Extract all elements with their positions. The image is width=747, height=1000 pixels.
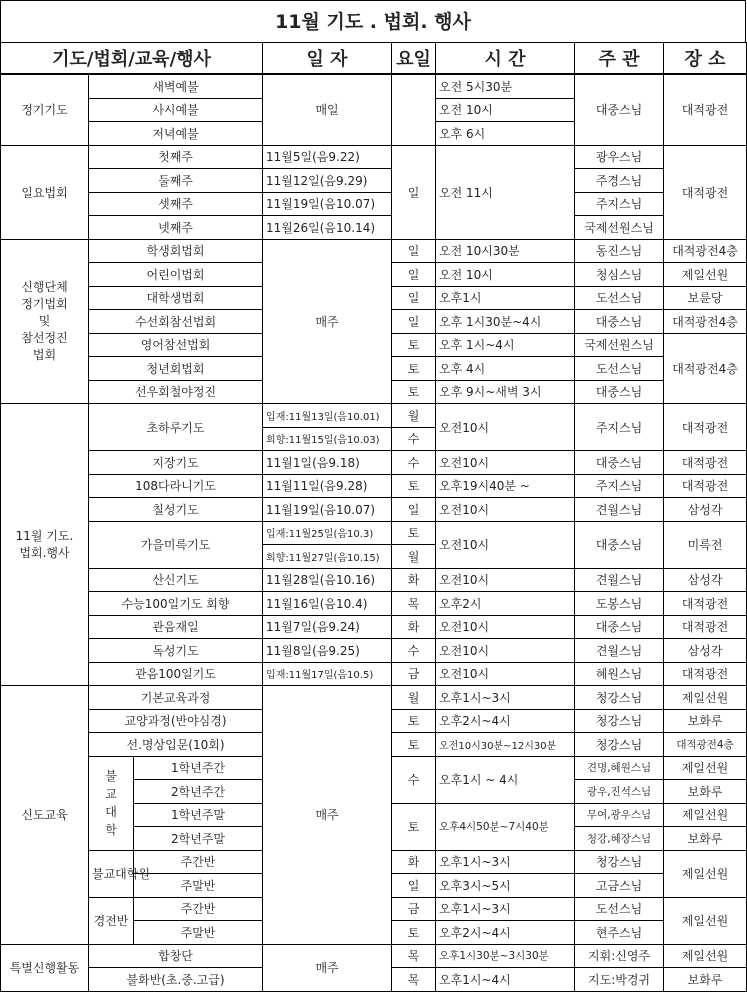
host-cell: 청강스님: [575, 733, 664, 757]
item-cell: 사시예불: [89, 98, 263, 122]
category-line: 참선정진: [21, 330, 68, 345]
univ-label-char: 교: [105, 787, 117, 801]
day-cell: 화: [392, 850, 436, 874]
host-cell: 대중스님: [575, 310, 664, 334]
date-cell: 11월16일(음10.4): [263, 592, 392, 616]
date-cell: 11월7일(음9.24): [263, 615, 392, 639]
table-row: [1, 944, 747, 968]
table-row: [1, 662, 747, 686]
date-cell: 11월1일(음9.18): [263, 451, 392, 475]
place-cell: 대적광전: [664, 592, 747, 616]
host-cell: 견월스님: [575, 568, 664, 592]
time-cell: 오후1시~3시: [436, 897, 575, 921]
time-cell: 오전10시: [436, 404, 575, 451]
day-cell: 수: [392, 639, 436, 663]
day-cell: 일: [392, 145, 436, 239]
item-cell: 영어참선법회: [89, 333, 263, 357]
date-cell: 11월8일(음9.25): [263, 639, 392, 663]
table-row: [1, 451, 747, 475]
day-cell: 토: [392, 921, 436, 945]
host-cell: 주지스님: [575, 404, 664, 451]
place-cell: 제일선원: [664, 944, 747, 968]
host-cell: 대중스님: [575, 521, 664, 568]
day-cell: 화: [392, 568, 436, 592]
date-cell: 입재:11월13일(음10.01): [263, 404, 392, 428]
host-cell: 대중스님: [575, 74, 664, 145]
day-cell: 토: [392, 357, 436, 381]
time-cell: 오전10시: [436, 451, 575, 475]
date-cell: 11월26일(음10.14): [263, 216, 392, 240]
univ-label-char: 학: [105, 823, 117, 837]
day-cell: 일: [392, 286, 436, 310]
item-cell: 수선회참선법회: [89, 310, 263, 334]
time-cell: 오전 10시: [436, 263, 575, 287]
item-cell: 청년회법회: [89, 357, 263, 381]
day-cell: 목: [392, 592, 436, 616]
place-cell: 보화루: [664, 780, 747, 804]
header-host: 주 관: [575, 43, 664, 75]
category-line: 신행단체: [21, 279, 68, 294]
day-cell: 수: [392, 427, 436, 451]
place-cell: 대적광전: [664, 615, 747, 639]
day-cell: 토: [392, 709, 436, 733]
host-cell: 국제선원스님: [575, 216, 664, 240]
time-cell: 오후2시~4시: [436, 709, 575, 733]
category-cell: [1, 239, 89, 404]
date-cell: 11월19일(음10.07): [263, 498, 392, 522]
place-cell: 삼성각: [664, 568, 747, 592]
place-cell: 대적광전: [664, 662, 747, 686]
place-cell: 대적광전: [664, 451, 747, 475]
place-cell: 대적광전4층: [664, 733, 747, 757]
host-cell: 현주스님: [575, 921, 664, 945]
table-row: [1, 498, 747, 522]
host-cell: 청강,혜장스님: [575, 827, 664, 851]
item-cell: 가을미륵기도: [89, 521, 263, 568]
day-cell: 일: [392, 263, 436, 287]
time-cell: 오전10시: [436, 521, 575, 568]
time-cell: 오후1시 ~ 4시: [436, 756, 575, 803]
date-cell: 매주: [263, 686, 392, 945]
place-cell: 보화루: [664, 968, 747, 992]
table-row: [1, 474, 747, 498]
place-cell: 대적광전4층: [664, 239, 747, 263]
place-cell: 대적광전: [664, 74, 747, 145]
schedule-table: [0, 42, 747, 992]
table-row: [1, 74, 747, 98]
place-cell: 제일선원: [664, 756, 747, 780]
item-cell: 교양과정(반야심경): [89, 709, 263, 733]
table-row: [1, 568, 747, 592]
category-line: 및: [38, 313, 51, 328]
category-line: 법회: [32, 347, 57, 362]
place-cell: 대적광전: [664, 474, 747, 498]
host-cell: 무여,광우스님: [575, 803, 664, 827]
time-cell: 오후19시40분 ~: [436, 474, 575, 498]
host-cell: 청강스님: [575, 850, 664, 874]
item-cell: 새벽예불: [89, 74, 263, 98]
category-cell: [1, 404, 89, 686]
host-cell: 혜원스님: [575, 662, 664, 686]
host-cell: 도봉스님: [575, 592, 664, 616]
time-cell: 오전10시: [436, 639, 575, 663]
host-cell: 고금스님: [575, 874, 664, 898]
place-cell: 제일선원: [664, 850, 747, 897]
place-cell: 대적광전: [664, 145, 747, 239]
day-cell: 토: [392, 474, 436, 498]
header-place: 장 소: [664, 43, 747, 75]
item-cell: 주말반: [134, 921, 263, 945]
item-cell: 지장기도: [89, 451, 263, 475]
date-cell: 입재:11월25일(음10.3): [263, 521, 392, 545]
table-row: [1, 639, 747, 663]
date-cell: 11월5일(음9.22): [263, 145, 392, 169]
table-row: [1, 192, 747, 216]
table-row: [1, 592, 747, 616]
place-cell: 삼성각: [664, 498, 747, 522]
day-cell: 수: [392, 756, 436, 803]
date-cell: 매주: [263, 239, 392, 404]
item-cell: 불화반(초.중.고급): [89, 968, 263, 992]
time-cell: 오전10시: [436, 498, 575, 522]
item-cell: 셋째주: [89, 192, 263, 216]
place-cell: 보화루: [664, 827, 747, 851]
host-cell: 견명,혜원스님: [575, 756, 664, 780]
category-line: 정기법회: [21, 296, 68, 311]
day-cell: [392, 74, 436, 145]
time-cell: 오후 4시: [436, 357, 575, 381]
table-row: [1, 615, 747, 639]
table-row: [1, 239, 747, 263]
date-cell: 매주: [263, 944, 392, 991]
day-cell: 금: [392, 662, 436, 686]
item-cell: 1학년주간: [134, 756, 263, 780]
day-cell: 목: [392, 944, 436, 968]
date-cell: 11월28일(음10.16): [263, 568, 392, 592]
table-row: [1, 169, 747, 193]
header-date: 일 자: [263, 43, 392, 75]
category-line: 11월 기도.: [15, 528, 74, 543]
host-cell: 대중스님: [575, 380, 664, 404]
date-cell: 입재:11월17일(음10.5): [263, 662, 392, 686]
item-cell: 어린이법회: [89, 263, 263, 287]
univ-label-char: 불: [105, 769, 117, 783]
host-cell: 광우,진석스님: [575, 780, 664, 804]
time-cell: 오후3시~5시: [436, 874, 575, 898]
time-cell: 오전 5시30분: [436, 74, 575, 98]
day-cell: 토: [392, 521, 436, 545]
page-title: 11월 기도 . 법회. 행사: [0, 0, 746, 42]
place-cell: 대적광전4층: [664, 333, 747, 404]
item-cell: 관음재일: [89, 615, 263, 639]
time-cell: 오전10시30분~12시30분: [436, 733, 575, 757]
table-row: [1, 404, 747, 428]
item-cell: 선우회철야정진: [89, 380, 263, 404]
place-cell: 미륵전: [664, 521, 747, 568]
host-cell: 도선스님: [575, 286, 664, 310]
place-cell: 보화루: [664, 709, 747, 733]
date-cell: 회향:11월15일(음10.03): [263, 427, 392, 451]
time-cell: 오전 11시: [436, 145, 575, 239]
item-cell: 학생회법회: [89, 239, 263, 263]
date-cell: 11월19일(음10.07): [263, 192, 392, 216]
item-cell: 칠성기도: [89, 498, 263, 522]
time-cell: 오후 1시30분~4시: [436, 310, 575, 334]
host-cell: 청강스님: [575, 686, 664, 710]
table-row: [1, 216, 747, 240]
day-cell: 토: [392, 380, 436, 404]
day-cell: 토: [392, 803, 436, 850]
item-cell: 넷째주: [89, 216, 263, 240]
time-cell: 오후 6시: [436, 122, 575, 146]
host-cell: 주경스님: [575, 169, 664, 193]
date-cell: 매일: [263, 74, 392, 145]
item-cell: 저녁예불: [89, 122, 263, 146]
time-cell: 오후1시~3시: [436, 850, 575, 874]
time-cell: 오후1시: [436, 286, 575, 310]
table-row: [1, 521, 747, 545]
table-row: [1, 145, 747, 169]
day-cell: 월: [392, 686, 436, 710]
host-cell: 도선스님: [575, 357, 664, 381]
day-cell: 화: [392, 615, 436, 639]
header-time: 시 간: [436, 43, 575, 75]
item-cell: 선.명상입문(10회): [89, 733, 263, 757]
host-cell: 지도:박경귀: [575, 968, 664, 992]
sutra-label-cell: 경전반: [89, 897, 134, 944]
day-cell: 일: [392, 874, 436, 898]
place-cell: 보륜당: [664, 286, 747, 310]
header-day: 요일: [392, 43, 436, 75]
time-cell: 오후2시~4시: [436, 921, 575, 945]
place-cell: 제일선원: [664, 263, 747, 287]
time-cell: 오후2시: [436, 592, 575, 616]
item-cell: 수능100일기도 회향: [89, 592, 263, 616]
place-cell: 삼성각: [664, 639, 747, 663]
time-cell: 오전10시: [436, 662, 575, 686]
category-cell: 특별신행활동: [1, 944, 89, 991]
host-cell: 동진스님: [575, 239, 664, 263]
time-cell: 오전10시: [436, 615, 575, 639]
day-cell: 토: [392, 733, 436, 757]
time-cell: 오후 1시~4시: [436, 333, 575, 357]
item-cell: 합창단: [89, 944, 263, 968]
item-cell: 첫째주: [89, 145, 263, 169]
header-category: 기도/법회/교육/행사: [1, 43, 263, 75]
category-line: 법회.행사: [19, 545, 70, 560]
header-row: [1, 43, 747, 75]
host-cell: 대중스님: [575, 615, 664, 639]
day-cell: 금: [392, 897, 436, 921]
time-cell: 오전 10시30분: [436, 239, 575, 263]
grad-label-cell: 불교대학원: [89, 850, 134, 897]
place-cell: 대적광전4층: [664, 310, 747, 334]
date-cell: 회향:11월27일(음10.15): [263, 545, 392, 569]
item-cell: 산신기도: [89, 568, 263, 592]
host-cell: 국제선원스님: [575, 333, 664, 357]
day-cell: 일: [392, 498, 436, 522]
host-cell: 주지스님: [575, 192, 664, 216]
day-cell: 월: [392, 545, 436, 569]
item-cell: 2학년주말: [134, 827, 263, 851]
place-cell: 제일선원: [664, 897, 747, 944]
date-cell: 11월11일(음9.28): [263, 474, 392, 498]
host-cell: 청강스님: [575, 709, 664, 733]
host-cell: 견월스님: [575, 639, 664, 663]
item-cell: 기본교육과정: [89, 686, 263, 710]
place-cell: 제일선원: [664, 803, 747, 827]
host-cell: 청심스님: [575, 263, 664, 287]
place-cell: 제일선원: [664, 686, 747, 710]
univ-label-cell: [89, 756, 134, 850]
host-cell: 주지스님: [575, 474, 664, 498]
item-cell: 1학년주말: [134, 803, 263, 827]
day-cell: 월: [392, 404, 436, 428]
item-cell: 독성기도: [89, 639, 263, 663]
date-cell: 11월12일(음9.29): [263, 169, 392, 193]
host-cell: 대중스님: [575, 451, 664, 475]
item-cell: 주간반: [134, 897, 263, 921]
item-cell: 2학년주간: [134, 780, 263, 804]
univ-label-char: 대: [105, 805, 117, 819]
time-cell: 오전 10시: [436, 98, 575, 122]
item-cell: 주간반: [134, 850, 263, 874]
day-cell: 수: [392, 451, 436, 475]
item-cell: 둘째주: [89, 169, 263, 193]
item-cell: 주말반: [134, 874, 263, 898]
category-cell: 일요법회: [1, 145, 89, 239]
table-row: [1, 686, 747, 710]
item-cell: 108다라니기도: [89, 474, 263, 498]
time-cell: 오후1시~3시: [436, 686, 575, 710]
time-cell: 오전10시: [436, 568, 575, 592]
place-cell: 대적광전: [664, 404, 747, 451]
item-cell: 초하루기도: [89, 404, 263, 451]
time-cell: 오후1시~4시: [436, 968, 575, 992]
time-cell: 오후4시50분~7시40분: [436, 803, 575, 850]
category-cell: 신도교육: [1, 686, 89, 945]
category-cell: 정기기도: [1, 74, 89, 145]
host-cell: 광우스님: [575, 145, 664, 169]
host-cell: 지휘:신영주: [575, 944, 664, 968]
day-cell: 토: [392, 333, 436, 357]
host-cell: 견월스님: [575, 498, 664, 522]
day-cell: 일: [392, 310, 436, 334]
item-cell: 대학생법회: [89, 286, 263, 310]
day-cell: 목: [392, 968, 436, 992]
time-cell: 오후1시30분~3시30분: [436, 944, 575, 968]
host-cell: 도선스님: [575, 897, 664, 921]
day-cell: 일: [392, 239, 436, 263]
time-cell: 오후 9시~새벽 3시: [436, 380, 575, 404]
item-cell: 관음100일기도: [89, 662, 263, 686]
